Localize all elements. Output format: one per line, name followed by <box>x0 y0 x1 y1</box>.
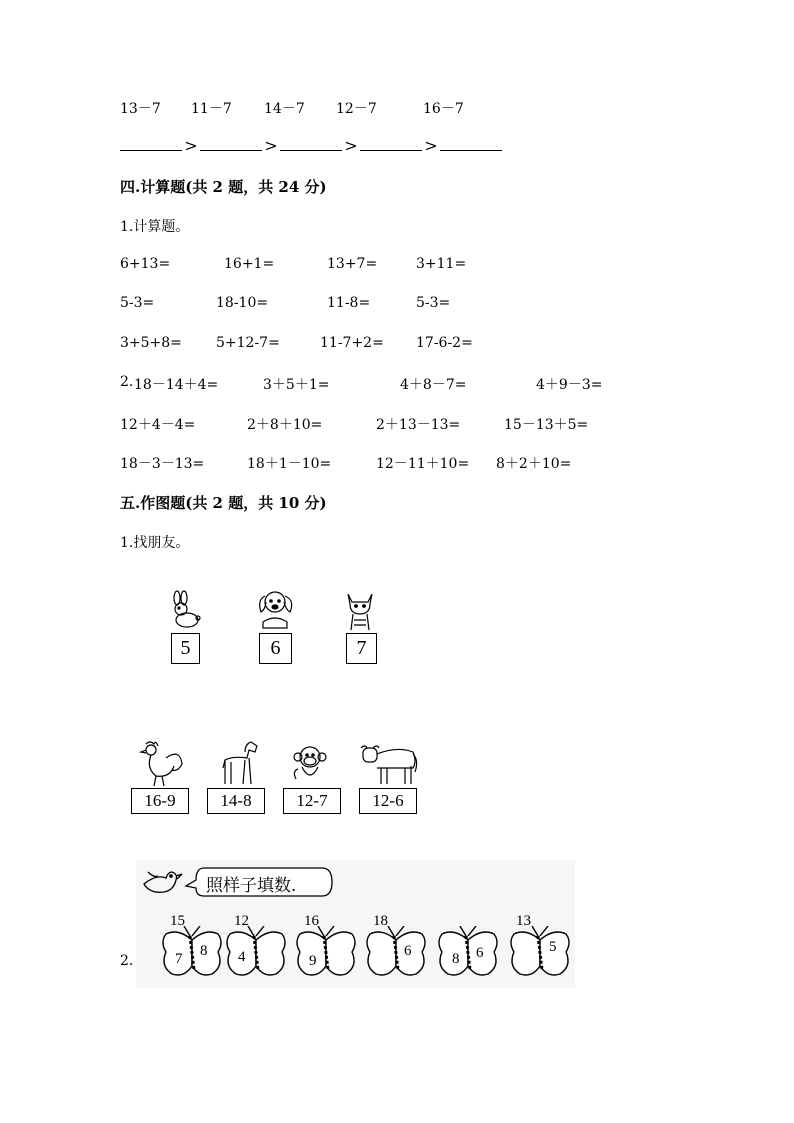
dog-icon <box>253 588 299 636</box>
butterfly-icon <box>364 926 428 986</box>
butterfly-right-number: 5 <box>549 939 557 955</box>
butterfly-left-number: 7 <box>175 951 183 967</box>
expression-box: 14-8 <box>207 788 265 814</box>
calc-item: 18-10= <box>216 295 269 311</box>
butterfly-right-number: 6 <box>476 945 484 961</box>
s5-q2-label: 2. <box>120 953 134 969</box>
answer-blank[interactable] <box>120 136 182 151</box>
butterfly-left-number: 9 <box>309 953 317 969</box>
calc-item: 6+13= <box>120 256 171 272</box>
section-5-heading: 五.作图题(共 2 题，共 10 分) <box>120 494 327 512</box>
bird-icon <box>140 864 184 902</box>
calc-item: 12＋4－4= <box>120 417 196 433</box>
example-panel <box>136 860 575 988</box>
butterfly-icon <box>294 926 358 986</box>
answer-blank[interactable] <box>360 136 422 151</box>
calc-item: 17-6-2= <box>416 335 473 351</box>
butterfly-left-number: 8 <box>452 951 460 967</box>
calc-item: 2＋13－13= <box>376 417 461 433</box>
order-expr-1: 13－7 <box>120 101 161 117</box>
expression-box: 12-7 <box>283 788 341 814</box>
butterfly-icon <box>160 926 224 986</box>
answer-blank[interactable] <box>200 136 262 151</box>
answer-blank[interactable] <box>280 136 342 151</box>
calc-item: 3＋5＋1= <box>263 377 330 393</box>
cow-icon <box>357 742 419 790</box>
number-box: 5 <box>171 633 200 664</box>
butterfly-icon <box>508 926 572 986</box>
calc-item: 4＋9－3= <box>536 377 603 393</box>
butterfly-top-number: 18 <box>373 913 388 929</box>
calc-item: 11-7+2= <box>320 335 384 351</box>
order-expr-3: 14－7 <box>264 101 305 117</box>
calc-item: 13+7= <box>327 256 378 272</box>
butterfly-right-number: 8 <box>200 943 208 959</box>
calc-item: 18＋1－10= <box>247 456 332 472</box>
butterfly-top-number: 13 <box>516 913 531 929</box>
expression-box: 12-6 <box>359 788 417 814</box>
calc-item: 5-3= <box>120 295 155 311</box>
bubble-text: 照样子填数. <box>206 876 297 896</box>
expression-box: 16-9 <box>131 788 189 814</box>
calc-item: 18－14＋4= <box>134 377 219 393</box>
butterfly-right-number: 6 <box>404 943 412 959</box>
greater-than-sign: > <box>264 136 278 155</box>
calc-item: 11-8= <box>327 295 371 311</box>
rooster-icon <box>136 738 186 792</box>
calc-item: 12－11＋10= <box>376 456 470 472</box>
greater-than-sign: > <box>424 136 438 155</box>
horse-icon <box>215 738 263 792</box>
calc-item: 18－3－13= <box>120 456 205 472</box>
butterfly-top-number: 15 <box>170 913 185 929</box>
butterfly-icon <box>436 926 500 986</box>
order-blanks-line <box>120 136 502 155</box>
calc-item: 16+1= <box>224 256 275 272</box>
calc-item: 3+11= <box>416 256 467 272</box>
calc-item: 3+5+8= <box>120 335 182 351</box>
speech-bubble <box>182 864 334 900</box>
rabbit-icon <box>165 590 205 634</box>
butterfly-left-number: 4 <box>238 949 246 965</box>
calc-item: 5+12-7= <box>216 335 280 351</box>
order-expr-5: 16－7 <box>423 101 464 117</box>
section-4-heading: 四.计算题(共 2 题，共 24 分) <box>120 178 327 196</box>
greater-than-sign: > <box>184 136 198 155</box>
butterfly-icon <box>224 926 288 986</box>
number-box: 6 <box>259 633 292 664</box>
answer-blank[interactable] <box>440 136 502 151</box>
calc-item: 8＋2＋10= <box>496 456 572 472</box>
s5-q1-label: 1.找朋友。 <box>120 535 190 551</box>
monkey-icon <box>288 743 332 791</box>
calc-item: 2＋8＋10= <box>247 417 323 433</box>
calc-item: 5-3= <box>416 295 451 311</box>
butterfly-top-number: 16 <box>304 913 319 929</box>
order-expr-4: 12－7 <box>336 101 377 117</box>
butterfly-top-number: 12 <box>234 913 249 929</box>
order-expr-2: 11－7 <box>191 101 232 117</box>
s4-q2-prefix: 2. <box>120 374 134 390</box>
calc-item: 15－13＋5= <box>504 417 589 433</box>
cat-icon <box>340 588 380 636</box>
number-box: 7 <box>346 633 377 664</box>
calc-item: 4＋8－7= <box>400 377 467 393</box>
greater-than-sign: > <box>344 136 358 155</box>
s4-q1-label: 1.计算题。 <box>120 219 190 235</box>
